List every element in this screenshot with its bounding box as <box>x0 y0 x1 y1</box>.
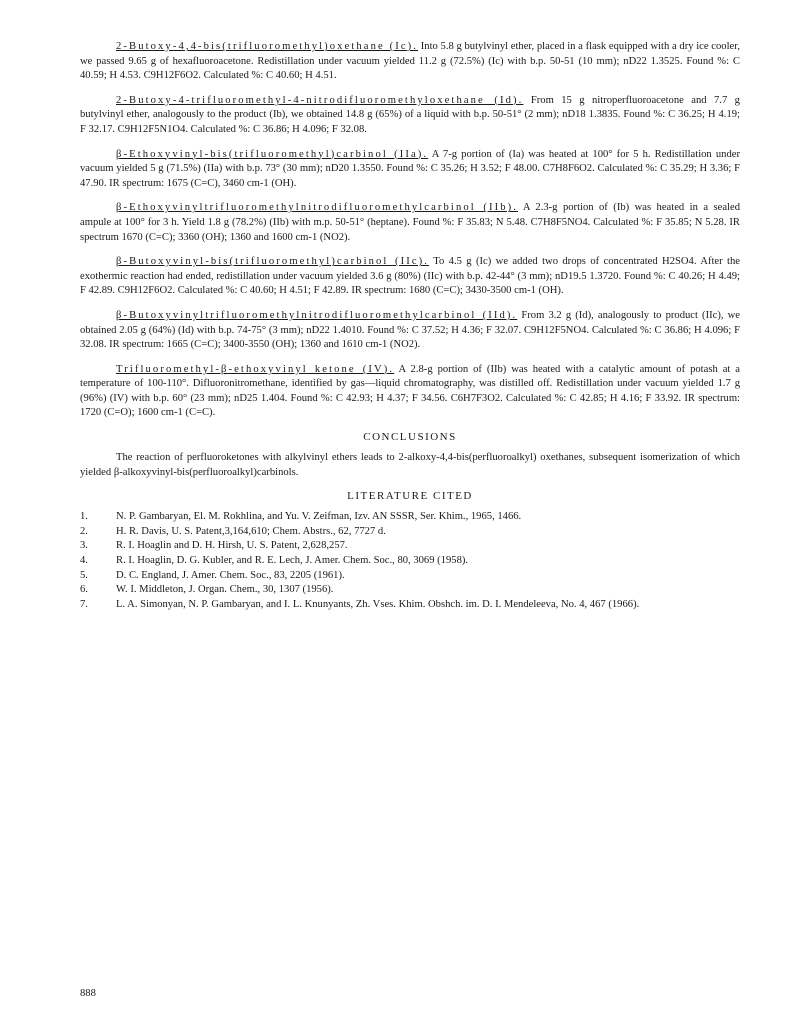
reference-text: L. A. Simonyan, N. P. Gambaryan, and I. L. Knunyants, Zh. Vses. Khim. Obshch. im. D. I. Mendeleeva, No. 4, 467 (1966). <box>116 598 640 610</box>
reference-item <box>80 569 740 584</box>
reference-text: N. P. Gambaryan, El. M. Rokhlina, and Yu. V. Zeifman, Izv. AN SSSR, Ser. Khim., 1965, 1466. <box>116 511 522 523</box>
conclusions-text: The reaction of perfluoroketones with alkylvinyl ethers leads to 2-alkoxy-4,4-bis(perfluoroalkyl) oxethanes, subsequent isomerization of which yielded β-alkoxyvinyl-bis(perfluoroalkyl)carbinols. <box>80 452 740 478</box>
paragraph-text: A 2.8-g portion of (IIb) was heated with a catalytic amount of potash at a temperature of 100-110°. Difluoronitromethane, identified by gas—liquid chromatography, was distilled off. Redistillation under vacuum yielded 1.7 g (96%) (IV) with b.p. 60° (23 mm); nD25 1.404. Found %: C 42.93; H 4.37; F 34.56. C6H7F3O2. Calculated %: C 42.85; H 4.16; F 33.92. IR spectrum: 1720 (C=O); 1600 cm-1 (C=C). <box>80 363 740 419</box>
literature-heading: LITERATURE CITED <box>347 490 473 503</box>
reference-text: R. I. Hoaglin and D. H. Hirsh, U. S. Patent, 2,628,257. <box>116 540 348 552</box>
reference-number: 5. <box>80 569 88 581</box>
paragraph-text: From 15 g nitroperfluoroacetone and 7.7 g butylvinyl ether, analogously to the product (Ib), we obtained 14.8 g (65%) of a liquid with b.p. 50-51° (2 mm); nD18 1.3835. Found %: C 36.25; H 4.19; F 32.17. C9H12F5N1O4. Calculated %: C 36.86; H 4.096; F 32.08. <box>80 94 740 135</box>
compound-title: β-Ethoxyvinyl-bis(trifluoromethyl)carbinol (IIa). <box>116 148 429 160</box>
paragraph-compound-iib <box>80 201 740 245</box>
compound-title: β-Butoxyvinyl-bis(trifluoromethyl)carbinol (IIc). <box>116 256 430 268</box>
reference-list <box>80 510 740 612</box>
paragraph-text: A 2.3-g portion of (Ib) was heated in a sealed ampule at 100° for 3 h. Yield 1.8 g (78.2%) (IIb) with m.p. 50-51° (heptane). Found %: F 35.83; N 5.48. C7H8F5NO4. Calculated %: F 35.85; N 5.28. IR spectrum 1670 (C=C); 3360 (OH); 1360 and 1600 cm-1 (NO2). <box>80 202 740 243</box>
conclusions-heading: CONCLUSIONS <box>363 431 457 444</box>
reference-number: 1. <box>80 511 88 523</box>
compound-title: β-Butoxyvinyltrifluoromethylnitrodifluoromethylcarbinol (IId). <box>116 309 518 321</box>
reference-number: 7. <box>80 598 88 610</box>
paragraph-compound-ic <box>80 40 740 84</box>
reference-text: H. R. Davis, U. S. Patent,3,164,610; Chem. Abstrs., 62, 7727 d. <box>116 525 386 537</box>
paragraph-compound-id <box>80 94 740 138</box>
paragraph-text: To 4.5 g (Ic) we added two drops of concentrated H2SO4. After the exothermic reaction had ended, redistillation under vacuum yielded 3.6 g (80%) (IIc) with b.p. 42-44° (3 mm); nD19.5 1.3720. Found %: C 40.26; H 4.49; F 42.89. C9H12F6O2. Calculated %: C 40.60; H 4.51; F 42.89. IR spectrum: 1680 (C=C); 3430-3500 cm-1 (OH). <box>80 256 740 297</box>
reference-number: 3. <box>80 540 88 552</box>
reference-text: R. I. Hoaglin, D. G. Kubler, and R. E. Lech, J. Amer. Chem. Soc., 80, 3069 (1958). <box>116 555 469 567</box>
page-number: 888 <box>80 988 96 999</box>
reference-item <box>80 525 740 540</box>
compound-title: 2-Butoxy-4-trifluoromethyl-4-nitrodifluoromethyloxethane (Id). <box>116 94 524 106</box>
reference-item <box>80 583 740 598</box>
reference-item <box>80 554 740 569</box>
reference-number: 2. <box>80 525 88 537</box>
reference-text: W. I. Middleton, J. Organ. Chem., 30, 1307 (1956). <box>116 584 334 596</box>
reference-item <box>80 598 740 613</box>
reference-number: 6. <box>80 584 88 596</box>
paragraph-text: From 3.2 g (Id), analogously to product (IIc), we obtained 2.05 g (64%) (Id) with b.p. 74-75° (3 mm); nD22 1.4010. Found %: C 37.52; H 4.36; F 32.07. C9H12F5NO4. Calculated %: C 36.86; H 4.096; F 32.08. IR spectrum: 1665 (C=C); 3400-3550 (OH); 1360 and 1610 cm-1 (NO2). <box>80 309 740 351</box>
compound-title: β-Ethoxyvinyltrifluoromethylnitrodifluoromethylcarbinol (IIb). <box>116 202 519 214</box>
reference-number: 4. <box>80 555 88 567</box>
paragraph-text: Into 5.8 g butylvinyl ether, placed in a flask equipped with a dry ice cooler, we passed 9.65 g of hexafluoroacetone. Redistillation under vacuum yielded 11.2 g (72.5%) (Ic) with b.p. 50-51 (10 mm); nD22 1.3525. Found %: C 40.59; H 4.53. C9H12F6O2. Calculated %: C 40.60; H 4.51. <box>80 41 740 82</box>
compound-title: 2-Butoxy-4,4-bis(trifluoromethyl)oxethane (Ic). <box>116 41 419 52</box>
page-content <box>80 40 740 612</box>
reference-item <box>80 539 740 554</box>
paragraph-compound-iv <box>80 363 740 421</box>
paragraph-text: A 7-g portion of (Ia) was heated at 100° for 5 h. Redistillation under vacuum yielded 5 g (71.5%) (IIa) with b.p. 73° (30 mm); nD20 1.3550. Found %: C 35.26; H 3.52; F 48.00. C7H8F6O2. Calculated %: C 35.29; H 3.36; F 47.90. IR spectrum: 1675 (C=C), 3460 cm-1 (OH). <box>80 148 740 189</box>
reference-item <box>80 510 740 525</box>
paragraph-compound-iic <box>80 255 740 299</box>
reference-text: D. C. England, J. Amer. Chem. Soc., 83, 2205 (1961). <box>116 569 345 581</box>
paragraph-compound-iid <box>80 309 740 353</box>
paragraph-compound-iia <box>80 148 740 192</box>
compound-title: Trifluoromethyl-β-ethoxyvinyl ketone (IV). <box>116 363 395 375</box>
